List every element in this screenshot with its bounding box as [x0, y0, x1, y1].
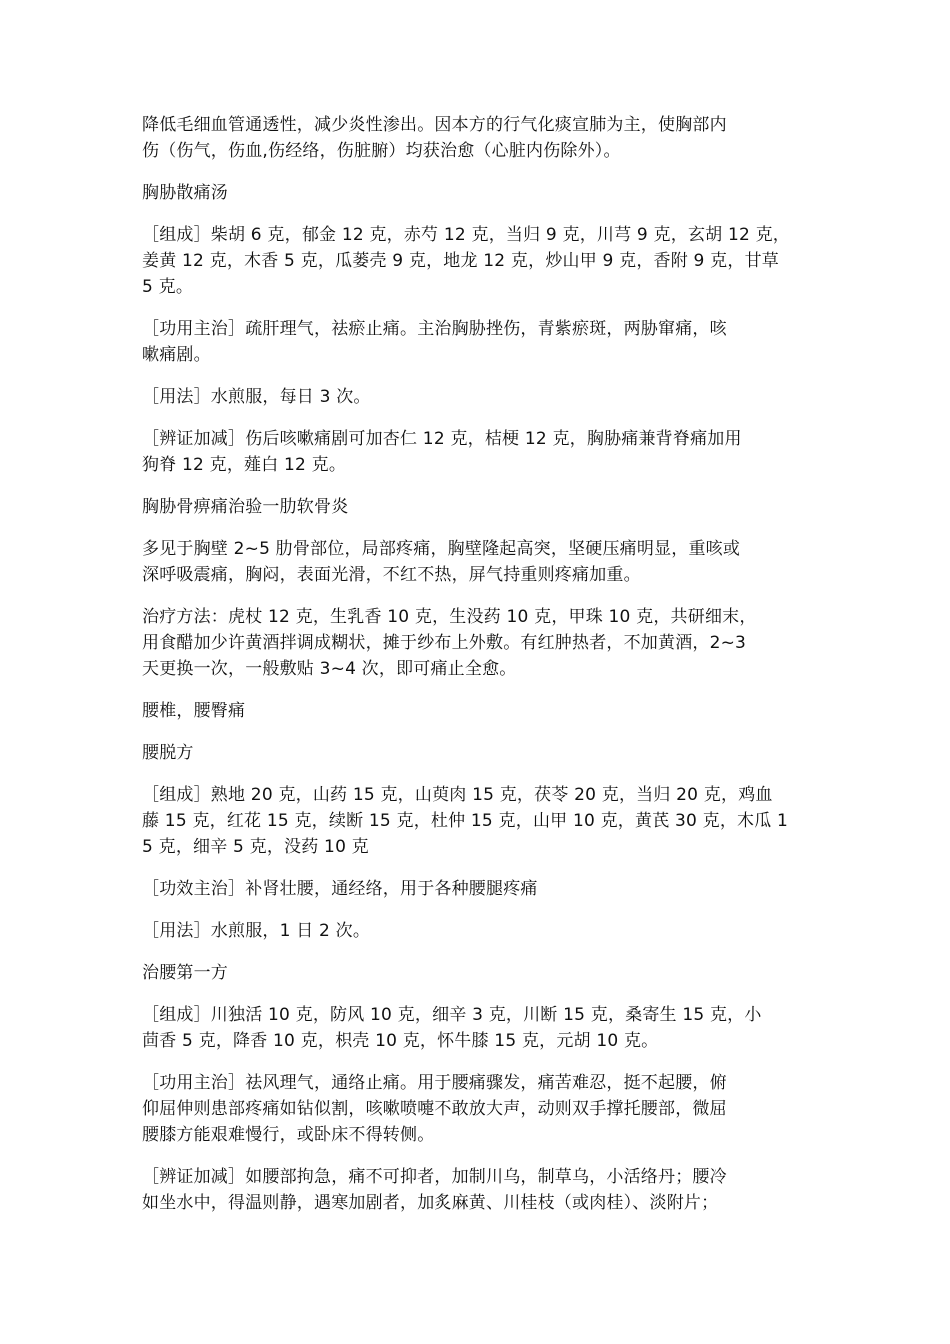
heading-text: 胸胁骨痹痛治验一肋软骨炎 [142, 497, 349, 517]
text-line: 腰膝方能艰难慢行，或卧床不得转侧。 [142, 1125, 435, 1145]
text-line: 5 克，细辛 5 克，没药 10 克 [142, 837, 369, 857]
paragraph-function [142, 876, 822, 902]
document-body [142, 112, 822, 1232]
paragraph-composition [142, 222, 822, 300]
section-heading [142, 960, 822, 986]
text-line: 嗽痛剧。 [142, 345, 211, 365]
paragraph-description [142, 536, 822, 588]
text-line: ［辨证加减］如腰部拘急，痛不可抑者，加制川乌，制草乌，小活络丹；腰冷 [142, 1167, 727, 1187]
text-line: ［功效主治］补肾壮腰，通经络，用于各种腰腿疼痛 [142, 879, 538, 899]
text-line: 用食醋加少许黄酒拌调成糊状，摊于纱布上外敷。有红肿热者，不加黄酒，2~3 [142, 633, 747, 653]
text-line: ［用法］水煎服，1 日 2 次。 [142, 921, 371, 941]
heading-text: 治腰第一方 [142, 963, 228, 983]
text-line: 深呼吸震痛，胸闷，表面光滑，不红不热，屏气持重则疼痛加重。 [142, 565, 641, 585]
paragraph-intro-continuation [142, 112, 822, 164]
text-line: 多见于胸壁 2~5 肋骨部位，局部疼痛，胸壁隆起高突，坚硬压痛明显，重咳或 [142, 539, 741, 559]
section-heading [142, 494, 822, 520]
text-line: 伤（伤气，伤血,伤经络，伤脏腑）均获治愈（心脏内伤除外）。 [142, 141, 621, 161]
section-heading [142, 698, 822, 724]
section-heading [142, 180, 822, 206]
text-line: ［用法］水煎服，每日 3 次。 [142, 387, 371, 407]
text-line: 治疗方法：虎杖 12 克，生乳香 10 克，生没药 10 克，甲珠 10 克，共研细末， [142, 607, 757, 627]
paragraph-function [142, 1070, 822, 1148]
text-line: 降低毛细血管通透性，减少炎性渗出。因本方的行气化痰宣肺为主，使胸部内 [142, 115, 727, 135]
text-line: ［功用主治］祛风理气，通络止痛。用于腰痛骤发，痛苦难忍，挺不起腰，俯 [142, 1073, 727, 1093]
paragraph-modification [142, 426, 822, 478]
paragraph-function [142, 316, 822, 368]
text-line: 仰屈伸则患部疼痛如钻似割，咳嗽喷嚏不敢放大声，动则双手撑托腰部，微屈 [142, 1099, 727, 1119]
text-line: ［组成］柴胡 6 克，郁金 12 克，赤芍 12 克，当归 9 克，川芎 9 克，玄胡 12 克， [142, 225, 790, 245]
paragraph-treatment [142, 604, 822, 682]
text-line: 藤 15 克，红花 15 克，续断 15 克，杜仲 15 克，山甲 10 克，黄芪 30 克，木瓜 1 [142, 811, 789, 831]
text-line: 姜黄 12 克，木香 5 克，瓜蒌壳 9 克，地龙 12 克，炒山甲 9 克，香附 9 克，甘草 [142, 251, 779, 271]
text-line: 茴香 5 克，降香 10 克，枳壳 10 克，怀牛膝 15 克，元胡 10 克。 [142, 1031, 659, 1051]
text-line: ［组成］熟地 20 克，山药 15 克，山萸肉 15 克，茯苓 20 克，当归 20 克，鸡血 [142, 785, 773, 805]
text-line: 如坐水中，得温则静，遇寒加剧者，加炙麻黄、川桂枝（或肉桂）、淡附片； [142, 1193, 719, 1213]
section-heading [142, 740, 822, 766]
paragraph-usage [142, 918, 822, 944]
text-line: 天更换一次，一般敷贴 3~4 次，即可痛止全愈。 [142, 659, 517, 679]
paragraph-usage [142, 384, 822, 410]
paragraph-composition [142, 782, 822, 860]
text-line: 5 克。 [142, 277, 194, 297]
heading-text: 腰椎，腰臀痛 [142, 701, 246, 721]
heading-text: 胸胁散痛汤 [142, 183, 228, 203]
paragraph-modification [142, 1164, 822, 1216]
heading-text: 腰脱方 [142, 743, 194, 763]
text-line: 狗脊 12 克，薤白 12 克。 [142, 455, 347, 475]
text-line: ［功用主治］疏肝理气，祛瘀止痛。主治胸胁挫伤，青紫瘀斑，两胁窜痛，咳 [142, 319, 727, 339]
text-line: ［组成］川独活 10 克，防风 10 克，细辛 3 克，川断 15 克，桑寄生 15 克，小 [142, 1005, 762, 1025]
text-line: ［辨证加减］伤后咳嗽痛剧可加杏仁 12 克，桔梗 12 克，胸胁痛兼背脊痛加用 [142, 429, 742, 449]
paragraph-composition [142, 1002, 822, 1054]
